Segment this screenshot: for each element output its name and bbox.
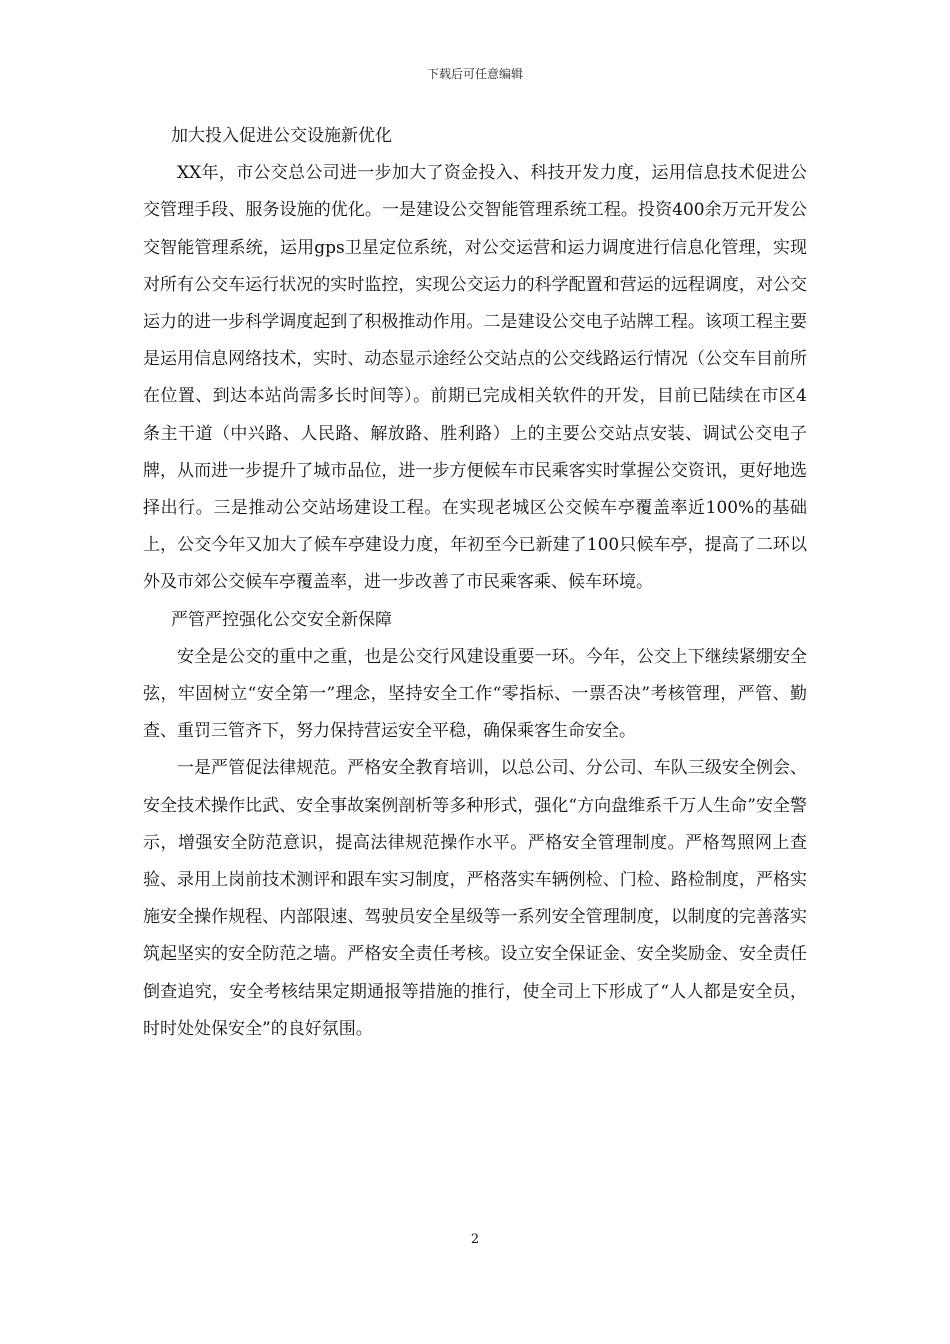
page-number: 2 xyxy=(470,1232,480,1247)
body-paragraph: 一是严管促法律规范。严格安全教育培训，以总公司、分公司、车队三级安全例会、安全技术操作比武、安全事故案例剖析等多种形式，强化“方向盘维系千万人生命”安全警示，增强安全防范意识，提高法律规范操作水平。严格安全管理制度。严格驾照网上查验、录用上岗前技术测评和跟车实习制度，严格落实车辆例检、门检、路检制度，严格实施安全操作规程、内部限速、驾驶员安全星级等一系列安全管理制度，以制度的完善落实筑起坚实的安全防范之墙。严格安全责任考核。设立安全保证金、安全奖励金、安全责任倒查追究，安全考核结果定期通报等措施的推行，使全司上下形成了“人人都是安全员，时时处处保安全”的良好氛围。 xyxy=(143,758,807,1039)
body-paragraph: 安全是公交的重中之重，也是公交行风建设重要一环。今年，公交上下继续紧绷安全弦，牢固树立“安全第一”理念，坚持安全工作“零指标、一票否决”考核管理，严管、勤查、重罚三管齐下，努力保持营运安全平稳，确保乘客生命安全。 xyxy=(143,646,807,742)
page-header: 下载后可任意编辑 xyxy=(426,67,523,81)
section-heading: 加大投入促进公交设施新优化 xyxy=(171,126,393,146)
body-paragraph: XX年，市公交总公司进一步加大了资金投入、科技开发力度，运用信息技术促进公交管理手段、服务设施的优化。一是建设公交智能管理系统工程。投资400余万元开发公交智能管理系统，运用gps卫星定位系统，对公交运营和运力调度进行信息化管理，实现对所有公交车运行状况的实时监控，实现公交运力的科学配置和营运的远程调度，对公交运力的进一步科学调度起到了积极推动作用。二是建设公交电子站牌工程。该项工程主要是运用信息网络技术，实时、动态显示途经公交站点的公交线路运行情况（公交车目前所在位置、到达本站尚需多长时间等）。前期已完成相关软件的开发，目前已陆续在市区4条主干道（中兴路、人民路、解放路、胜利路）上的主要公交站点安装、调试公交电子牌，从而进一步提升了城市品位，进一步方便候车市民乘客实时掌握公交资讯，更好地选择出行。三是推动公交站场建设工程。在实现老城区公交候车亭覆盖率近100%的基础上，公交今年又加大了候车亭建设力度，年初至今已新建了100只候车亭，提高了二环以外及市郊公交候车亭覆盖率，进一步改善了市民乘客乘、候车环境。 xyxy=(143,163,807,593)
document-body xyxy=(143,118,807,1048)
section-heading: 严管严控强化公交安全新保障 xyxy=(171,609,393,630)
